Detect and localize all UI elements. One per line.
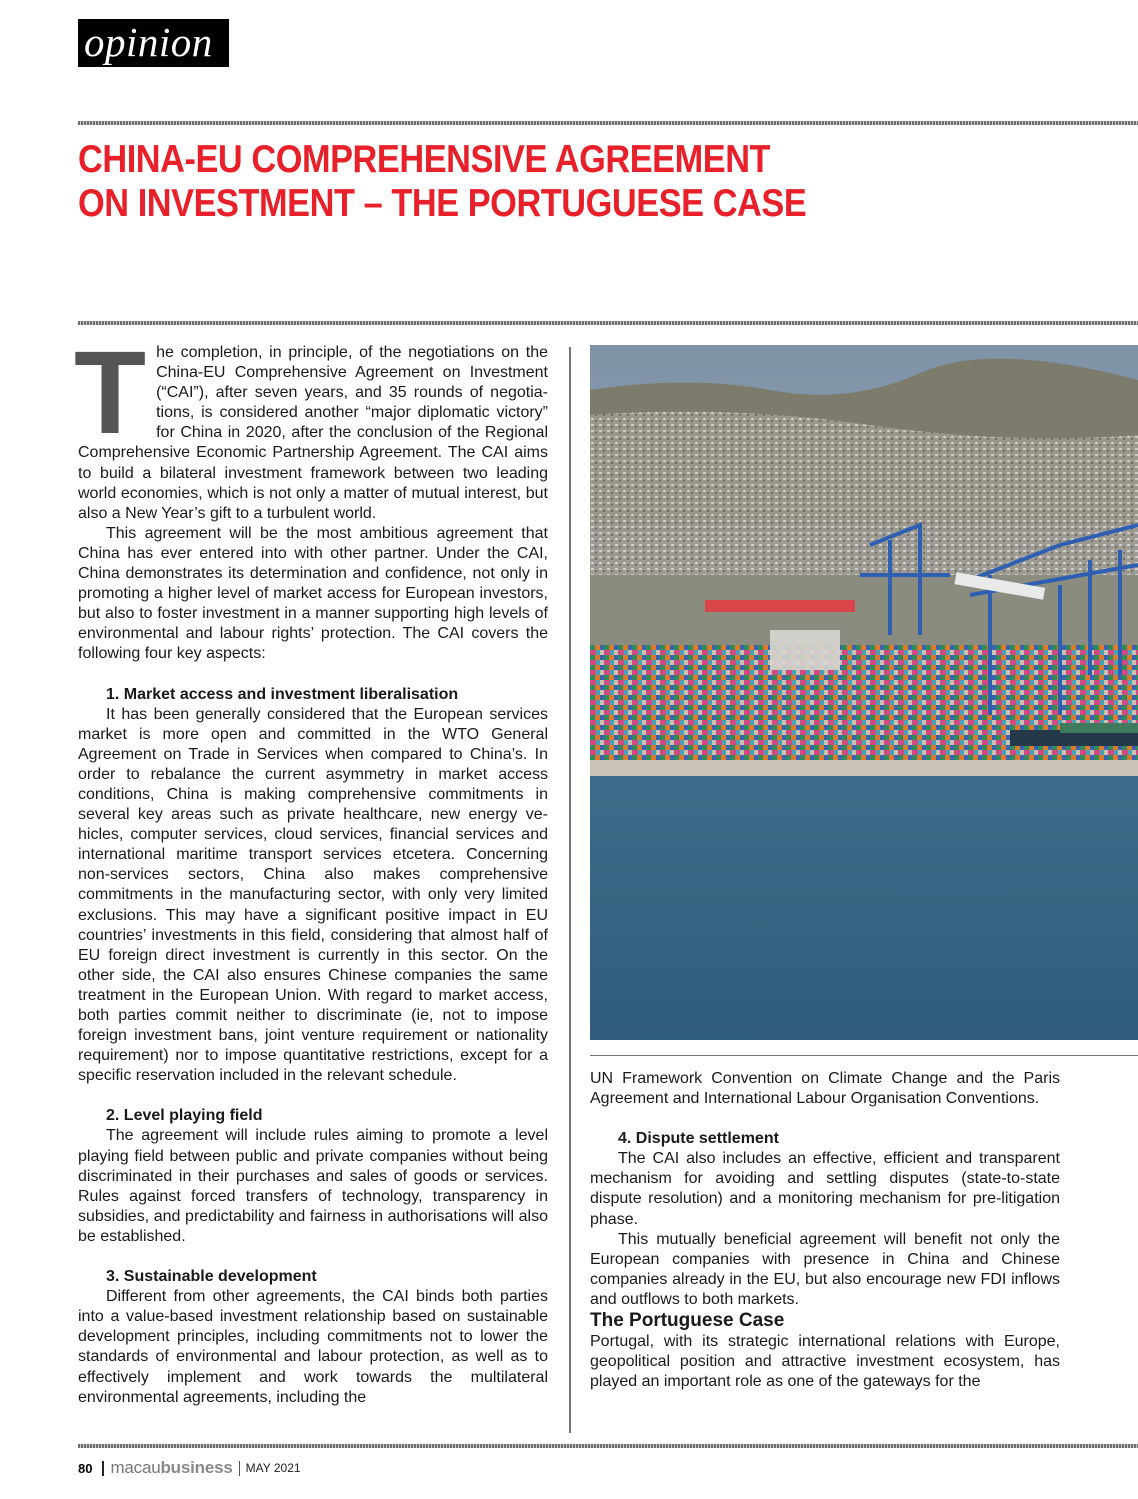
issue-date: MAY 2021 [245,1461,301,1475]
subheading-dispute-settlement: 4. Dispute settlement [618,1130,779,1148]
lead-paragraph [74,327,548,524]
page-title [78,138,807,226]
port-image-icon [590,345,1138,1040]
section-heading-portuguese-case: The Portuguese Case [590,1310,785,1332]
paragraph: The CAI also includes an effective, efficient and transparent mechanism for avoiding and settling disputes (state-to-state dispute resolution) and a monitoring mechanism for pre-litigation phase. [590,1150,1060,1228]
logo-light-text: macau [110,1458,161,1477]
paragraph: This agreement will be the most ambitious agreement that China has ever entered into with other partner. Under the CAI, China demonstrates its determination and confidence, not only in promoting a higher level of market access for European investors, but also to foster investment in a manner supporting high levels of environmental and labour rights’ protection. The CAI covers the following four key aspects: [78,524,548,663]
subheading-sustainable-development: 3. Sustainable development [106,1268,317,1286]
paragraph: Portugal, with its strategic international relations with Europe, geopolitical position and attractive investment ecosystem, has played an important role as one of the gateways for the [590,1333,1060,1391]
paragraph: UN Framework Convention on Climate Change and the Paris Agreement and International Labour Organisation Conventions. [590,1070,1060,1108]
subheading-level-playing-field: 2. Level playing field [106,1107,263,1125]
footer-rule [78,1444,1138,1448]
subheading-market-access: 1. Market access and investment liberalisation [106,685,459,703]
lead-text: he completion, in principle, of the negotiations on the China-EU Comprehensive Agreement on Investment (“CAI”), after seven years, and 35 rounds of negotiations, is considered another “major diplomatic victory” for China in 2020, after the conclusion of the Regional Comprehensive Economic Partnership Agreement. The CAI aims to build a bilateral investment framework between two leading world economies, which is not only a matter of mutual interest, but also a New Year’s gift to a turbulent world. [78,344,548,522]
paragraph: It has been generally considered that the European services market is more open and committed in the WTO General Agreement on Trade in Services when compared to China’s. In order to rebalance the current asymmetry in market access conditions, China is making comprehensive commitments in several key areas such as private healthcare, new energy vehicles, computer services, cloud services, financial services and international maritime transport services etcetera. Concerning non-services sectors, China also makes comprehensive commitments in the manufacturing sector, with only very limited exclusions. This may have a significant positive impact in EU countries’ investments in this field, considering that almost half of EU foreign direct investment is currently in this sector. On the other side, the CAI also ensures Chinese companies the same treatment in the European Union. With regard to market access, both parties commit neither to discriminate (ie, not to impose foreign investment bans, joint venture requirement or nationality requirement) nor to impose quantitative restrictions, except for a specific reservation included in the relevant schedule. [78,705,548,1085]
top-rule [78,121,1138,125]
article-column-right [590,1069,1060,1392]
title-line-1: CHINA-EU COMPREHENSIVE AGREEMENT [78,138,771,181]
page-footer [78,1458,301,1478]
page-number: 80 [78,1460,93,1476]
paragraph: This mutually beneficial agreement will benefit not only the European companies with presence in China and Chinese companies already in the EU, but also encourage new FDI inflows and outflows to both markets. [590,1230,1060,1308]
article-column-left [74,327,548,1408]
logo-bold-text: business [160,1458,233,1477]
port-photo [590,345,1138,1040]
article-rule [78,321,1138,325]
publication-logo [110,1458,232,1478]
section-tag: opinion [78,19,229,67]
paragraph: Different from other agreements, the CAI binds both parties into a value-based investment relationship based on sustainable development principles, including commitments not to lower the standards of environmental and labour protection, as well as to effectively implement and work towards the multilateral environmental agreements, including the [78,1288,548,1406]
drop-cap: T [74,327,147,459]
column-divider [569,347,571,1433]
footer-divider [102,1461,104,1476]
photo-caption-rule [590,1055,1138,1056]
paragraph: The agreement will include rules aiming to promote a level playing field between public and private companies without being discriminated in their purchases and sales of goods or services. Rules against forced transfers of technology, transparency in subsidies, and predictability and fairness in authorisations will also be established. [78,1127,548,1245]
footer-divider [239,1461,240,1476]
title-line-2: ON INVESTMENT – THE PORTUGUESE CASE [78,182,807,225]
